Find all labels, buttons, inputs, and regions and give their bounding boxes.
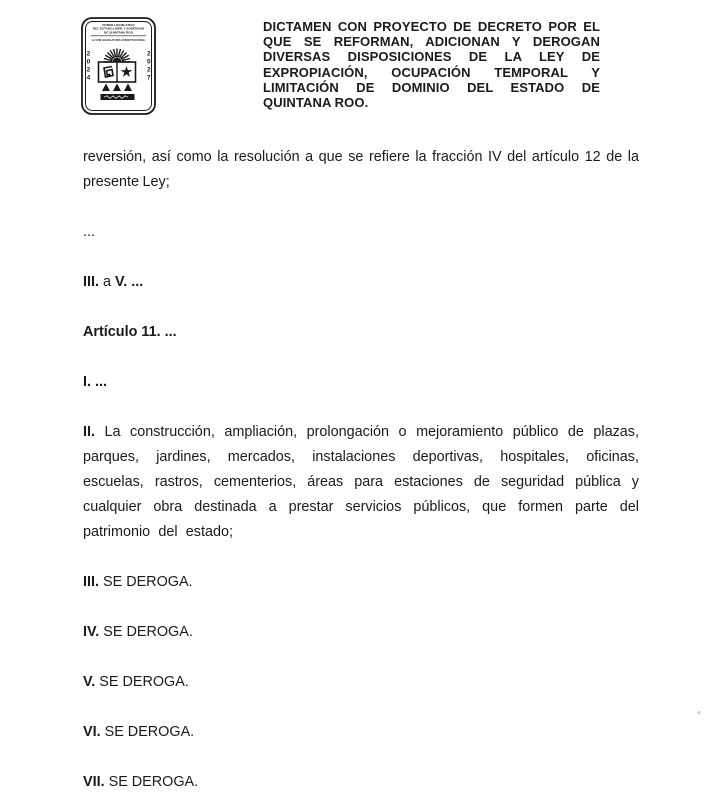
year-digit: 2 bbox=[86, 66, 91, 74]
title-line: QUE SE REFORMAN, ADICIONAN Y DEROGAN bbox=[263, 34, 600, 50]
paragraph-text: La construcción, ampliación, prolongación o mejoramiento público de plazas, parques, jardines, mercados, instalaciones deportivas, hospitales, oficinas, escuelas, rastros, cementerios, áreas para estaciones de seguridad pública y cualquier obra destinada a prestar servicios públicos, que formen parte del patrimonio del estado; bbox=[83, 424, 639, 540]
scan-artifact bbox=[697, 711, 701, 714]
year-digit: 2 bbox=[86, 50, 91, 58]
seal-subtitle: H. XVIII LEGISLATURA CONSTITUCIONAL bbox=[91, 38, 146, 42]
pyramids-icon bbox=[102, 84, 132, 92]
fraction-label: III. bbox=[83, 274, 99, 290]
fraction-label: V. ... bbox=[115, 274, 144, 290]
document-body bbox=[83, 145, 639, 802]
document-title bbox=[263, 19, 600, 110]
paragraph-fraction-vii-derogada bbox=[83, 770, 639, 795]
paragraph-fraction-iv-derogada bbox=[83, 620, 639, 645]
fraction-label: V. bbox=[83, 674, 96, 690]
paragraph-text: SE DEROGA. bbox=[99, 574, 193, 590]
year-digit: 2 bbox=[146, 50, 151, 58]
paragraph-text: ... bbox=[83, 224, 95, 240]
title-line: DICTAMEN CON PROYECTO DE DECRETO POR EL bbox=[263, 19, 600, 34]
paragraph-fraction-ii bbox=[83, 420, 639, 545]
paragraph-text: SE DEROGA. bbox=[95, 674, 189, 690]
title-line: LIMITACIÓN DE DOMINIO DEL ESTADO DE bbox=[263, 79, 600, 95]
seal-legend-line: DEL ESTADO LIBRE Y SOBERANO bbox=[92, 26, 145, 31]
fraction-label: III. bbox=[83, 574, 99, 590]
paragraph-fractions-iii-v bbox=[83, 270, 639, 295]
fraction-label: IV. bbox=[83, 624, 100, 640]
legislature-seal bbox=[81, 17, 156, 115]
year-digit: 7 bbox=[146, 74, 151, 82]
paragraph-fraction-v-derogada bbox=[83, 670, 639, 695]
title-line: EXPROPIACIÓN, OCUPACIÓN TEMPORAL Y bbox=[263, 64, 600, 80]
banner-icon bbox=[101, 94, 135, 100]
title-line: DIVERSAS DISPOSICIONES DE LA LEY DE bbox=[263, 49, 600, 65]
fraction-label: I. ... bbox=[83, 374, 107, 390]
article-label: Artículo 11. ... bbox=[83, 324, 177, 340]
paragraph-text: SE DEROGA. bbox=[99, 624, 193, 640]
paragraph-ellipsis bbox=[83, 220, 639, 245]
paragraph-text: reversión, así como la resolución a que se refiere la fracción IV del artículo 12 de la presente Ley; bbox=[83, 149, 639, 190]
year-digit: 2 bbox=[146, 66, 151, 74]
seal-legend-line: PODER LEGISLATIVO bbox=[102, 23, 135, 27]
fraction-label: VI. bbox=[83, 724, 101, 740]
star-icon bbox=[121, 66, 132, 77]
paragraph-text: SE DEROGA. bbox=[104, 774, 199, 790]
paragraph-fraction-i bbox=[83, 370, 639, 395]
fraction-label: VII. bbox=[83, 774, 105, 790]
seal-legend-line: DE QUINTANA ROO bbox=[103, 30, 134, 35]
seal-year-left bbox=[87, 51, 91, 82]
paragraph-text: a bbox=[99, 274, 115, 290]
year-digit: 0 bbox=[86, 58, 91, 66]
year-digit: 0 bbox=[146, 58, 151, 66]
paragraph-fraction-iii-derogada bbox=[83, 570, 639, 595]
snail-icon bbox=[104, 67, 113, 78]
paragraph-text: SE DEROGA. bbox=[100, 724, 195, 740]
sun-icon bbox=[104, 49, 131, 63]
paragraph-articulo-11 bbox=[83, 320, 639, 345]
paragraph-reversion bbox=[83, 145, 639, 195]
seal-year-right bbox=[147, 51, 151, 82]
title-line: QUINTANA ROO. bbox=[263, 95, 369, 111]
seal-graphic bbox=[81, 17, 156, 115]
fraction-label: II. bbox=[83, 424, 95, 440]
year-digit: 4 bbox=[86, 74, 91, 82]
paragraph-fraction-vi-derogada bbox=[83, 720, 639, 745]
